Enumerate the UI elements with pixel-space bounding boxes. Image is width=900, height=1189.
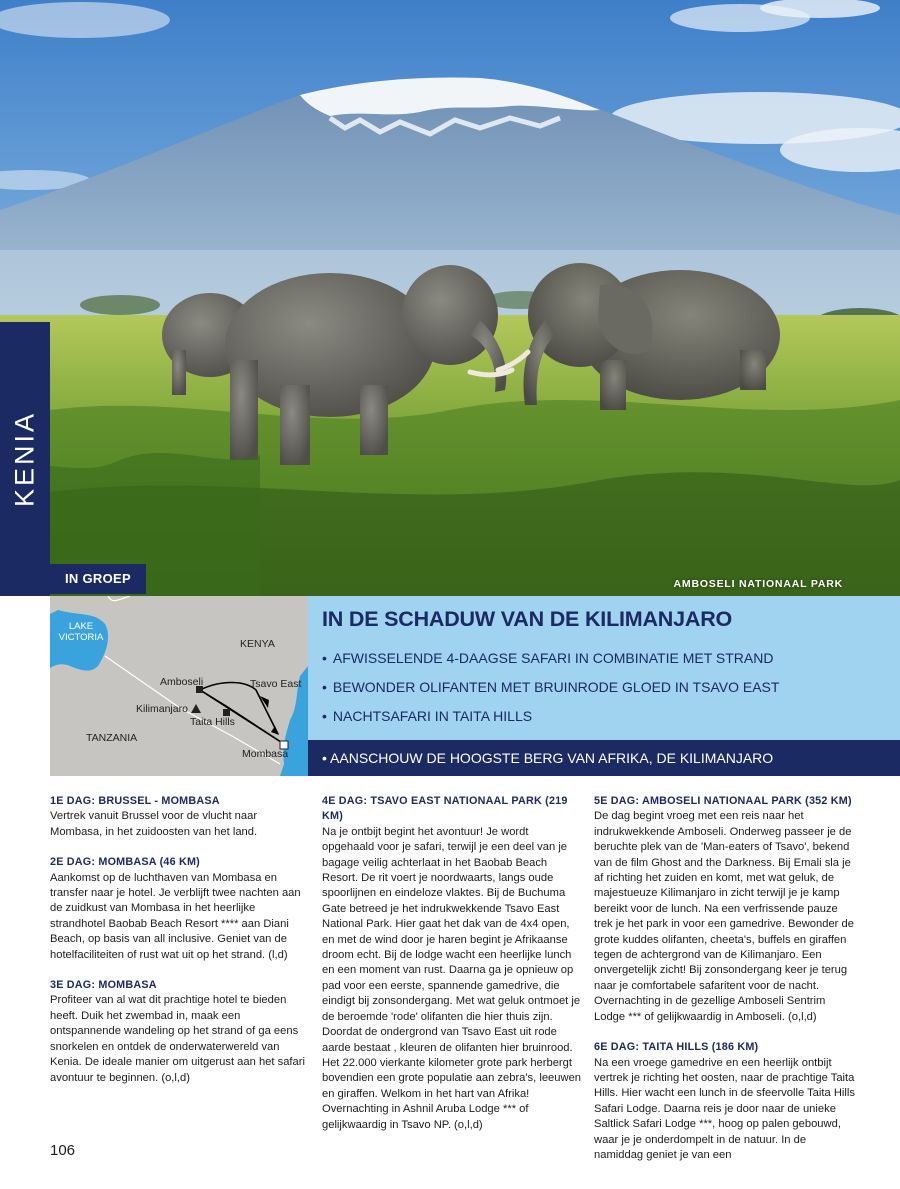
trip-title: IN DE SCHADUW VAN DE KILIMANJARO [322, 607, 733, 631]
highlight-banner [308, 740, 900, 776]
day-title: 2E DAG: MOMBASA (46 KM) [50, 856, 200, 869]
highlight-banner-bullet: • [322, 750, 331, 766]
day-text: Vertrek vanuit Brussel voor de vlucht naar Mombasa, in het zuidoosten van het land. [50, 810, 258, 838]
highlight-item: • BEWONDER OLIFANTEN MET BRUINRODE GLOED IN TSAVO EAST [322, 677, 779, 706]
day-title: 6E DAG: TAITA HILLS (186 KM) [594, 1041, 759, 1054]
day-text: Profiteer van al wat dit prachtige hotel te bieden heeft. Duik het zwembad in, maak een ontspannende wandeling op het strand of ga eens snorkelen en ontdek de onderwaterwereld van Kenia. De ideale manier om uitgerust aan het safari avontuur te beginnen. (o,l,d) [50, 994, 305, 1084]
day-title: 5E DAG: AMBOSELI NATIONAAL PARK (352 KM) [594, 795, 852, 807]
day-text: Aankomst op de luchthaven van Mombasa en transfer naar je hotel. Je verblijft twee nachten aan de zuidkust van Mombasa in het heerlijke strandhotel Baobab Beach Resort **** aan Diani Beach, op basis van all inclusive. Geniet van de hotelfaciliteiten of rust wat uit op het strand. (l,d) [50, 871, 301, 961]
kilimanjaro-peak-icon [191, 704, 201, 713]
mombasa-label: Mombasa [242, 748, 289, 760]
route-map [50, 596, 308, 776]
country-side-tab [0, 322, 50, 596]
highlights-list [322, 648, 779, 735]
day-title: 1E DAG: BRUSSEL - MOMBASA [50, 795, 220, 807]
tsavo-east-label: Tsavo East [250, 678, 302, 690]
day-section [50, 794, 306, 840]
day-text: Na je ontbijt begint het avontuur! Je wordt opgehaald voor je safari, terwijl je een deel van je bagage veilig achterlaat in het Baobab Beach Resort. De rit voert je noordwaarts, langs oude spoorlijnen en eindeloze vlaktes. Bij de Buchuma Gate betreed je het indrukwekkende Tsavo East National Park. Hier gaat het dak van de 4x4 open, en met de wind door je haren begint je Afrikaanse droom echt. Bij de lodge wacht een heerlijke lunch en een moment van rust. Daarna ga je opnieuw op pad voor een eerste, spannende gamedrive, die eindigt bij zonsondergang. Met wat geluk ontmoet je de beroemde 'rode' olifanten die hier thuis zijn. Doordat de ondergrond van Tsavo East uit rode aarde bestaat , kleuren de olifanten hier bruinrood. Het 22.000 vierkante kilometer grote park herbergt bovendien een grote populatie aan zebra's, leeuwen en giraffen. Welkom in het hart van Afrika! Overnachting in Ashnil Aruba Lodge *** of gelijkwaardig in Tsavo NP. (o,l,d) [322, 825, 582, 1131]
kenya-label: KENYA [240, 638, 275, 650]
taita-hills-marker [223, 709, 230, 716]
group-badge: IN GROEP [50, 564, 146, 594]
highlight-banner-text: AANSCHOUW DE HOOGSTE BERG VAN AFRIKA, DE KILIMANJARO [330, 750, 774, 766]
highlight-item: • NACHTSAFARI IN TAITA HILLS [322, 706, 779, 735]
country-label: KENIA [9, 410, 40, 508]
photo-caption: AMBOSELI NATIONAAL PARK [673, 578, 843, 590]
day-text: De dag begint vroeg met een reis naar het indrukwekkende Amboseli. Onderweg passeer je de beruchte plek van de 'Man-eaters of Tsavo', bekend van de film Ghost and the Darkness. Bij Emali sla je af richting het zuiden en komt, met wat geluk, de majestueuze Kilimanjaro in zicht terwijl je je kamp bereikt voor de lunch. Na een verfrissende pauze trek je het park in voor een gamedrive. Bewonder de grote kuddes olifanten, cheeta's, buffels en giraffen tegen de achtergrond van de Kilimanjaro. Een onvergetelijk zicht! Bij zonsondergang keer je terug naar je comfortabele safaritent voor de nacht. Overnachting in de gezellige Amboseli Sentrim Lodge *** of gelijkwaardig in Amboseli. (o,l,d) [594, 810, 854, 1023]
title-panel [308, 596, 900, 740]
day-section [50, 855, 306, 963]
day-title: 4E DAG: TSAVO EAST NATIONAAL PARK (219 KM) [322, 795, 568, 823]
day-section [594, 1040, 856, 1163]
itinerary-column-2 [322, 794, 582, 1148]
amboseli-label: Amboseli [160, 676, 204, 688]
page-number: 106 [50, 1142, 76, 1159]
itinerary-column-3 [594, 794, 856, 1178]
itinerary-column-1 [50, 794, 306, 1101]
day-text: Na een vroege gamedrive en een heerlijk ontbijt vertrek je richting het oosten, naar de prachtige Taita Hills. Hier wacht een lunch in de sfeervolle Taita Hills Safari Lodge. Daarna reis je door naar de unieke Saltlick Safari Lodge ***, hoog op palen gebouwd, waar je je onderdompelt in de natuur. In de namiddag geniet je van een [594, 1056, 855, 1161]
tanzania-label: TANZANIA [86, 732, 138, 744]
day-section [322, 794, 582, 1133]
day-section [594, 794, 856, 1025]
lake-label: LAKE VICTORIA [58, 621, 104, 643]
highlight-item: • AFWISSELENDE 4-DAAGSE SAFARI IN COMBINATIE MET STRAND [322, 648, 779, 677]
day-section [50, 978, 306, 1086]
day-title: 3E DAG: MOMBASA [50, 979, 157, 992]
kilimanjaro-label: Kilimanjaro [136, 703, 188, 715]
taita-hills-label: Taita Hills [190, 716, 235, 728]
